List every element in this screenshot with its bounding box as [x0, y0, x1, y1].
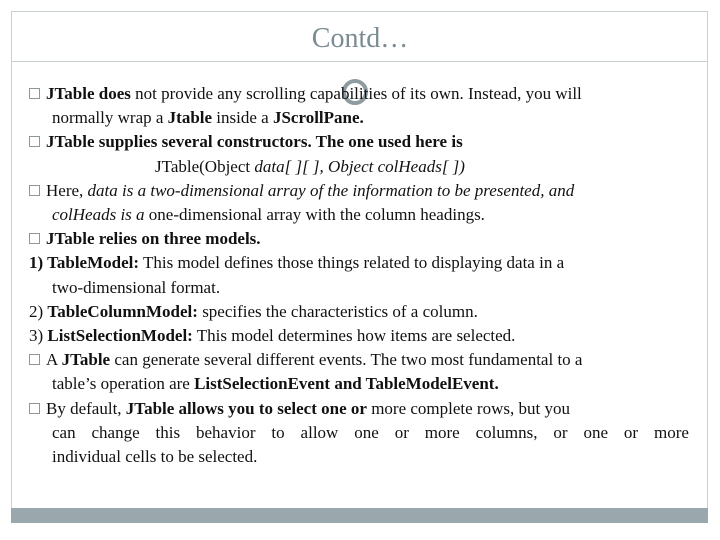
square-bullet-icon — [29, 403, 40, 414]
bullet-line: Here, data is a two-dimensional array of the information to be presented, and — [29, 179, 689, 203]
square-bullet-icon — [29, 354, 40, 365]
numbered-line: 3) ListSelectionModel: This model determines how items are selected. — [29, 326, 516, 346]
continuation-line: individual cells to be selected. — [52, 447, 258, 467]
numbered-line: 2) TableColumnModel: specifies the characteristics of a column. — [29, 301, 478, 321]
square-bullet-icon — [29, 88, 40, 99]
continuation-line: colHeads is a one-dimensional array with the column headings. — [52, 205, 485, 225]
bullet-line: A JTable can generate several different events. The two most fundamental to a — [29, 348, 689, 372]
footer-bar — [11, 508, 708, 523]
square-bullet-icon — [29, 185, 40, 196]
bullet-line: JTable relies on three models. — [29, 227, 689, 251]
justified-line: can change this behavior to allow one or more columns, or one or more — [52, 422, 689, 442]
continuation-line: table’s operation are ListSelectionEvent and TableModelEvent. — [52, 374, 499, 394]
continuation-line: two-dimensional format. — [52, 277, 221, 297]
constructor-signature: JTable(Object data[ ][ ], Object colHeads[ ]) — [155, 156, 465, 176]
slide-title: Contd… — [311, 23, 409, 54]
square-bullet-icon — [29, 233, 40, 244]
bullet-line: JTable does not provide any scrolling capabilities of its own. Instead, you will — [29, 82, 689, 106]
bullet-line: By default, JTable allows you to select one or more complete rows, but you — [29, 397, 689, 421]
continuation-line: normally wrap a Jtable inside a JScrollPane. — [52, 108, 364, 128]
square-bullet-icon — [29, 136, 40, 147]
numbered-line: 1) TableModel: This model defines those things related to displaying data in a — [29, 253, 565, 273]
bullet-line: JTable supplies several constructors. The one used here is — [29, 130, 689, 154]
slide-body — [29, 82, 689, 469]
